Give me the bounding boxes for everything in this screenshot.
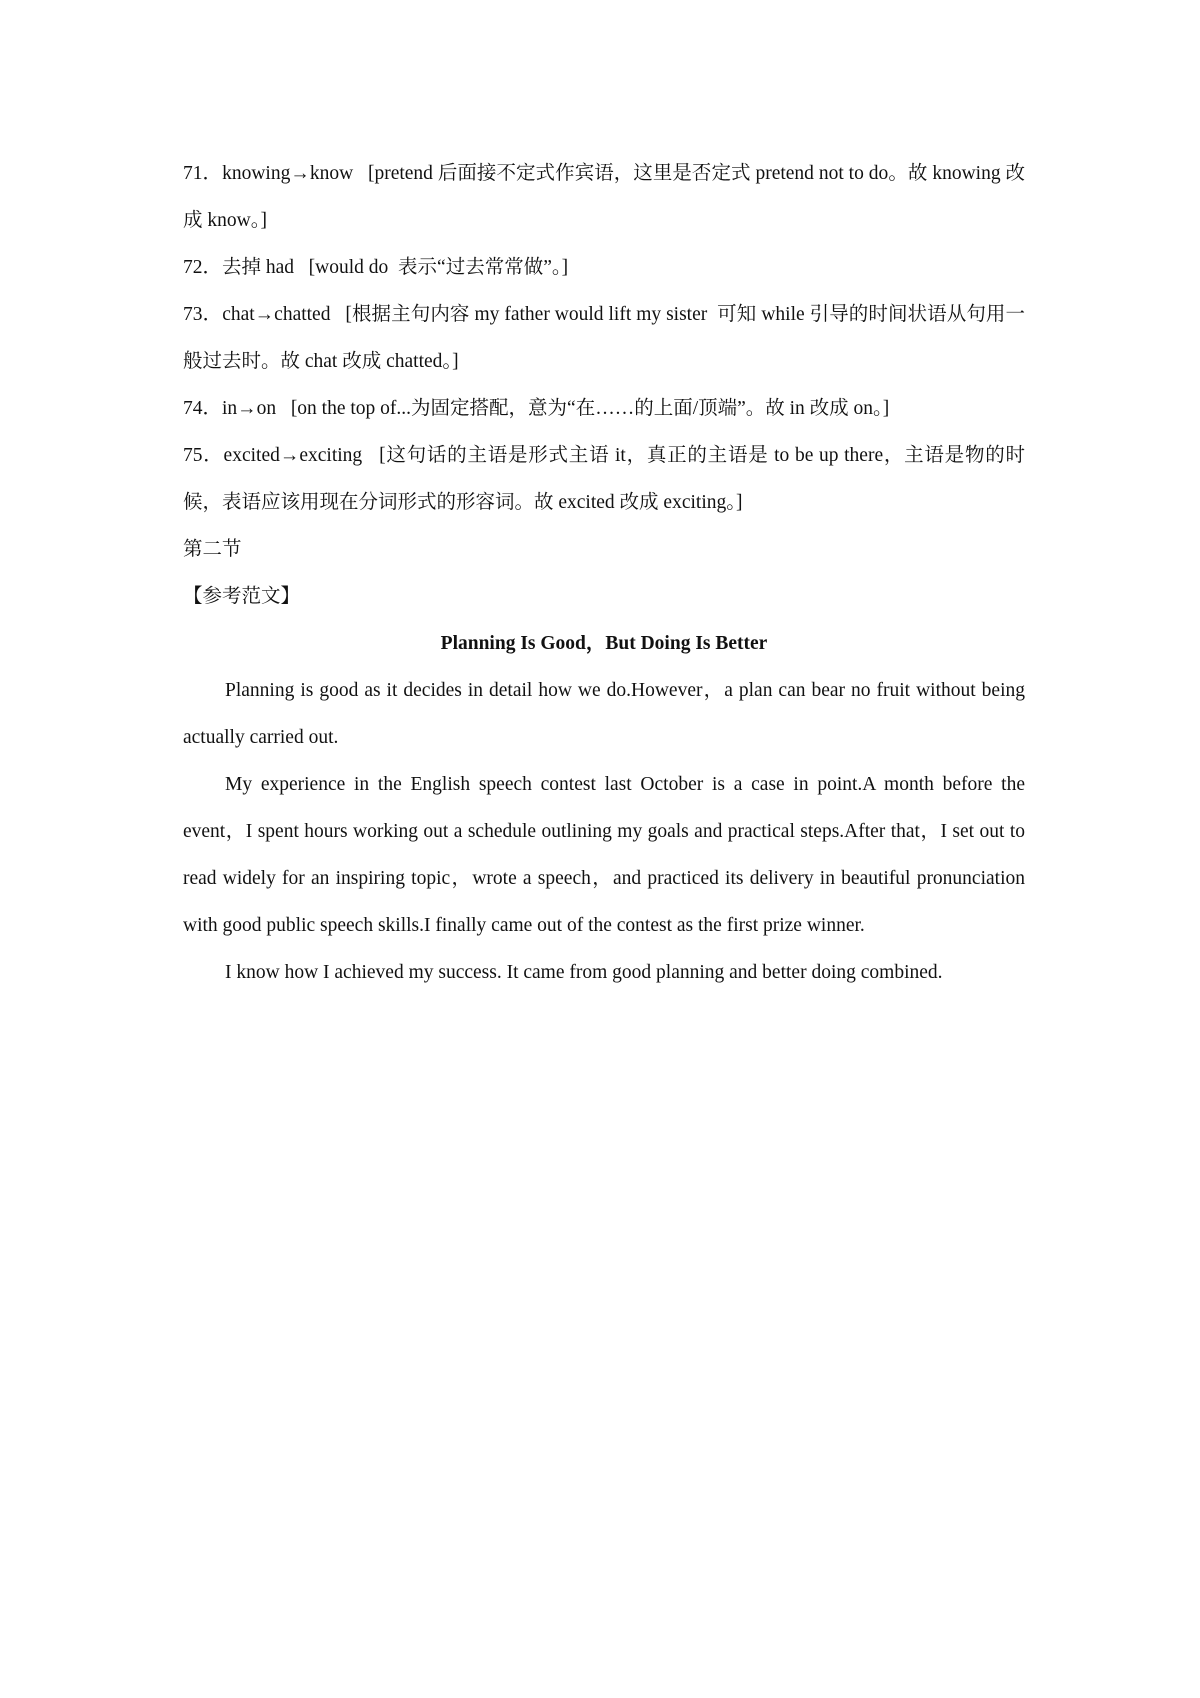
answer-number: 72． (183, 257, 223, 278)
answer-number: 74． (183, 398, 223, 419)
answer-correction: in→on (222, 398, 277, 419)
answer-explanation: [on the top of...为固定搭配，意为“在……的上面/顶端”。故 in 改成 on。] (290, 398, 890, 419)
essay-paragraph: I know how I achieved my success. It came from good planning and better doing combined. (225, 962, 943, 983)
answer-item-72 (183, 244, 1025, 291)
section-heading: 第二节 (183, 539, 242, 560)
answer-explanation: [pretend 后面接不定式作宾语，这里是否定式 pretend not to do。故 knowing 改成 know。] (183, 163, 1025, 231)
document-page (183, 150, 1030, 996)
answer-correction: chat→chatted (222, 304, 331, 325)
answer-item-73 (183, 291, 1025, 385)
answer-item-74 (183, 385, 1025, 432)
answer-number: 73． (183, 304, 223, 325)
answer-correction: excited→exciting (223, 445, 363, 466)
answer-item-71 (183, 150, 1025, 244)
answer-item-75 (183, 432, 1025, 526)
essay-paragraph: Planning is good as it decides in detail how we do.However，a plan can bear no fruit without being actually carried out. (183, 680, 1030, 748)
sample-essay-label: 【参考范文】 (183, 586, 301, 607)
essay-paragraph: My experience in the English speech contest last October is a case in point.A month before the event，I spent hours working out a schedule outlining my goals and practical steps.After that，I set out to read widely for an inspiring topic，wrote a speech，and practiced its delivery in beautiful pronunciation with good public speech skills.I finally came out of the contest as the first prize winner. (183, 774, 1030, 936)
answer-number: 75． (183, 445, 224, 466)
answer-number: 71． (183, 163, 223, 184)
answer-correction: knowing→know (222, 163, 354, 184)
answer-explanation: [根据主句内容 my father would lift my sister 可知 while 引导的时间状语从句用一般过去时。故 chat 改成 chatted。] (183, 304, 1025, 372)
answer-correction: 去掉 had (222, 257, 295, 278)
essay-title: Planning Is Good，But Doing Is Better (440, 633, 768, 654)
answer-explanation: [这句话的主语是形式主语 it，真正的主语是 to be up there，主语是物的时候，表语应该用现在分词形式的形容词。故 excited 改成 exciting。] (183, 445, 1025, 513)
answer-explanation: [would do 表示“过去常常做”。] (308, 257, 569, 278)
